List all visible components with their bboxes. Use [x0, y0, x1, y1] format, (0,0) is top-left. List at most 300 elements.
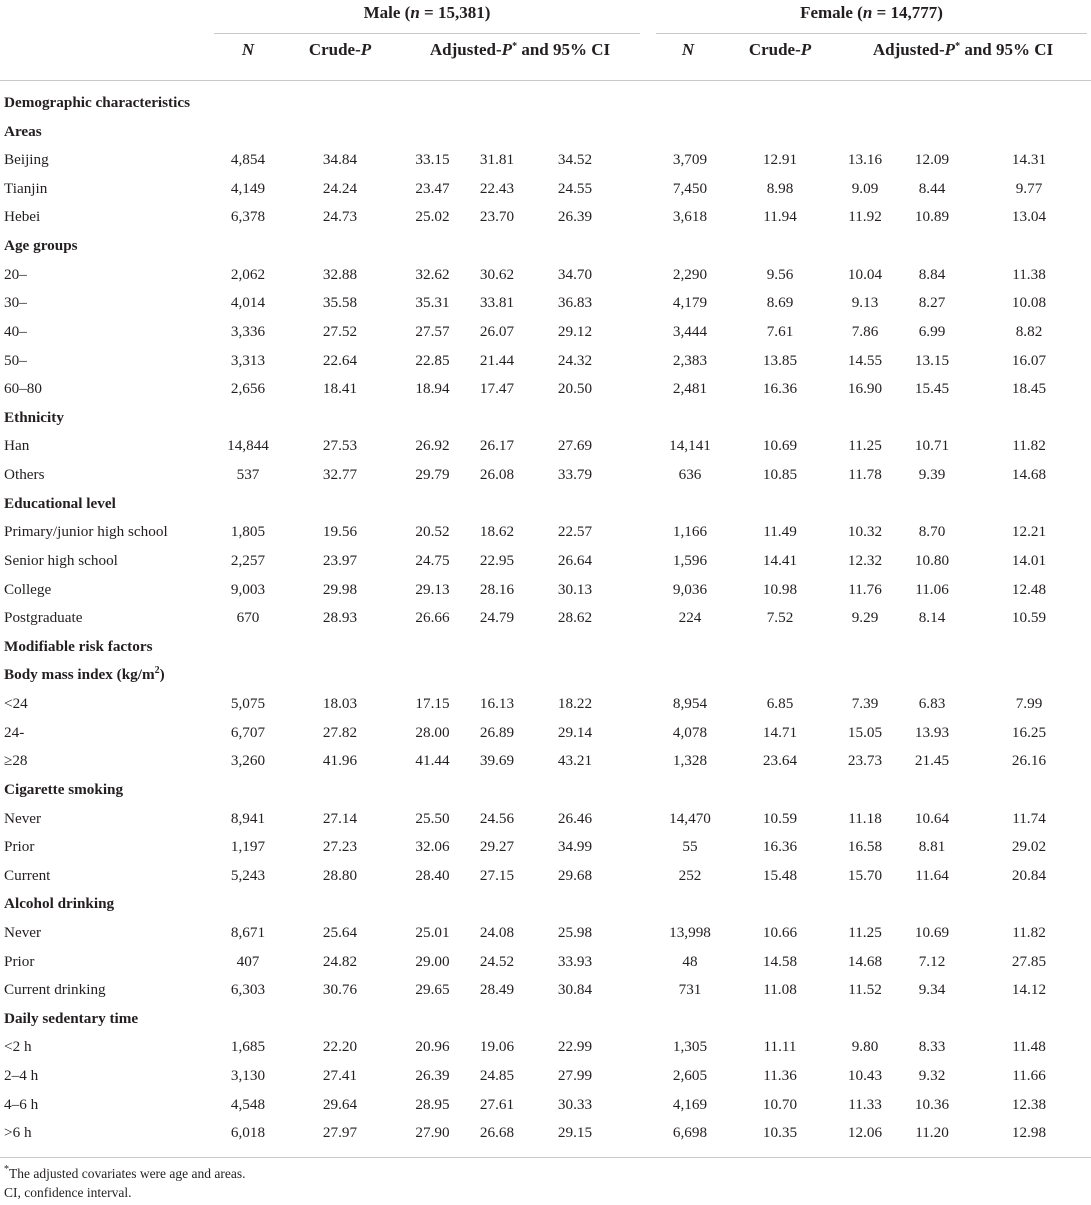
female-n-cell: 14,141 [669, 437, 711, 454]
male-adjusted-p-cell: 24.75 [415, 552, 450, 569]
row-label: 4–6 h [4, 1096, 39, 1113]
male-ci-upper-cell: 36.83 [557, 294, 593, 311]
row-label: Current [4, 867, 51, 884]
section-heading: Body mass index $(kg/m^2)$ [4, 665, 165, 683]
female-ci-lower-cell: 11.06 [915, 581, 949, 598]
male-crude-p-cell: 27.52 [322, 323, 358, 340]
female-ci-upper-cell: 11.74 [1012, 810, 1046, 827]
female-n-cell: 2,605 [672, 1067, 708, 1084]
male-n-cell: 5,075 [230, 695, 266, 712]
female-n-cell: 55 [682, 838, 698, 855]
female-n-cell: 13,998 [669, 924, 711, 941]
male-ci-lower-cell: 17.47 [479, 380, 515, 397]
female-n-cell: 4,078 [672, 724, 708, 741]
female-adjusted-p-cell: 11.52 [848, 981, 882, 998]
female-crude-p-cell: 10.66 [762, 924, 798, 941]
female-ci-lower-cell: 11.64 [915, 867, 949, 884]
section-heading: Daily sedentary time [4, 1010, 139, 1027]
male-adjusted-p-cell: 26.92 [415, 437, 450, 454]
male-crude-p-cell: 27.14 [322, 810, 358, 827]
female-n-column-header: N [681, 40, 695, 59]
female-ci-lower-cell: 12.09 [914, 151, 950, 168]
male-adjusted-p-cell: 26.66 [415, 609, 450, 626]
female-adjusted-p-cell: 13.16 [847, 151, 883, 168]
female-crude-p-cell: 11.36 [763, 1067, 797, 1084]
male-n-cell: 8,671 [230, 924, 266, 941]
female-crude-p-cell: 15.48 [762, 867, 798, 884]
male-n-cell: 4,854 [230, 151, 266, 168]
female-n-cell: 8,954 [672, 695, 708, 712]
female-adjusted-p-cell: 12.06 [847, 1124, 883, 1141]
row-label: Current drinking [4, 981, 106, 998]
female-ci-upper-cell: 12.38 [1011, 1096, 1047, 1113]
male-ci-upper-cell: 27.69 [557, 437, 593, 454]
female-crude-p-cell: 13.85 [762, 352, 798, 369]
row-label: 60–80 [4, 380, 42, 397]
female-crude-p-cell: 11.94 [763, 208, 797, 225]
female-ci-lower-cell: 8.44 [918, 180, 946, 197]
male-adjusted-p-cell: 23.47 [415, 180, 450, 197]
male-ci-upper-cell: 34.52 [557, 151, 593, 168]
male-crude-p-cell: 27.53 [322, 437, 358, 454]
row-label: Tianjin [4, 180, 48, 197]
male-n-cell: 4,014 [230, 294, 266, 311]
female-ci-lower-cell: 8.33 [918, 1038, 946, 1055]
female-ci-upper-cell: 26.16 [1011, 752, 1047, 769]
female-n-cell: 1,596 [672, 552, 708, 569]
row-label: Primary/junior high school [4, 523, 168, 540]
female-ci-lower-cell: 9.32 [918, 1067, 946, 1084]
female-n-cell: 252 [678, 867, 702, 884]
male-ci-upper-cell: 30.84 [557, 981, 593, 998]
male-n-cell: 1,197 [230, 838, 266, 855]
section-heading: Areas [4, 123, 42, 140]
female-n-cell: 4,169 [672, 1096, 708, 1113]
male-adjusted-p-cell: 22.85 [415, 352, 450, 369]
female-ci-lower-cell: 10.89 [914, 208, 950, 225]
male-n-cell: 407 [236, 953, 260, 970]
female-ci-lower-cell: 10.71 [914, 437, 950, 454]
female-n-cell: 48 [682, 953, 698, 970]
female-n-cell: 1,166 [672, 523, 708, 540]
male-adjusted-p-cell: 27.57 [415, 323, 450, 340]
female-crude-p-cell: 16.36 [762, 380, 798, 397]
male-ci-lower-cell: 27.15 [479, 867, 515, 884]
male-ci-upper-cell: 18.22 [557, 695, 593, 712]
female-ci-upper-cell: 13.04 [1011, 208, 1047, 225]
female-adjusted-p-cell: 15.70 [847, 867, 883, 884]
male-ci-upper-cell: 29.68 [557, 867, 593, 884]
male-n-cell: 2,257 [230, 552, 266, 569]
female-adjusted-p-cell: 10.04 [847, 266, 883, 283]
female-n-cell: 3,618 [672, 208, 708, 225]
section-heading: Alcohol drinking [4, 895, 115, 912]
male-ci-upper-cell: 29.15 [557, 1124, 593, 1141]
female-n-cell: 2,481 [672, 380, 708, 397]
female-adjusted-p-cell: 16.58 [847, 838, 883, 855]
row-label: <2 h [4, 1038, 32, 1055]
male-crude-p-cell: 28.80 [322, 867, 358, 884]
male-crude-p-cell: 32.88 [322, 266, 358, 283]
male-crude-p-cell: 27.41 [322, 1067, 358, 1084]
female-ci-upper-cell: 14.68 [1011, 466, 1047, 483]
male-crude-p-cell: 24.73 [322, 208, 358, 225]
female-crude-p-cell: 10.35 [762, 1124, 798, 1141]
female-ci-upper-cell: 14.12 [1011, 981, 1047, 998]
female-ci-upper-cell: 12.48 [1011, 581, 1047, 598]
male-ci-lower-cell: 28.16 [479, 581, 515, 598]
female-n-cell: 731 [678, 981, 702, 998]
female-ci-upper-cell: 18.45 [1011, 380, 1047, 397]
male-adjusted-p-cell: 41.44 [415, 752, 450, 769]
female-ci-upper-cell: 8.82 [1015, 323, 1043, 340]
female-crude-p-cell: 10.59 [762, 810, 798, 827]
male-ci-lower-cell: 24.52 [479, 953, 515, 970]
male-ci-lower-cell: 26.89 [479, 724, 515, 741]
row-label: ≥28 [4, 752, 28, 769]
female-crude-p-cell: 7.52 [766, 609, 794, 626]
female-n-cell: 1,328 [672, 752, 708, 769]
male-ci-lower-cell: 28.49 [479, 981, 515, 998]
female-ci-lower-cell: 10.64 [914, 810, 950, 827]
female-adjusted-p-cell: 11.76 [848, 581, 882, 598]
female-adjusted-p-cell: 15.05 [847, 724, 883, 741]
female-adjusted-p-cell: 9.09 [851, 180, 879, 197]
female-ci-lower-cell: 8.81 [918, 838, 946, 855]
male-crude-p-cell: 29.98 [322, 581, 358, 598]
female-adjusted-p-cell: 23.73 [847, 752, 883, 769]
male-adjusted-p-cell: 27.90 [415, 1124, 450, 1141]
female-ci-upper-cell: 11.82 [1012, 437, 1046, 454]
male-adjusted-p-cell: 29.13 [415, 581, 450, 598]
row-label: Prior [4, 953, 35, 970]
female-ci-upper-cell: 10.08 [1011, 294, 1047, 311]
male-ci-lower-cell: 18.62 [479, 523, 515, 540]
female-adjusted-p-cell: 9.13 [851, 294, 879, 311]
female-adjusted-p-cell: 11.18 [848, 810, 882, 827]
male-adjusted-p-cell: 28.95 [415, 1096, 450, 1113]
male-adjusted-p-cell: 29.00 [415, 953, 450, 970]
female-ci-lower-cell: 6.83 [918, 695, 946, 712]
female-adjusted-p-cell: 11.25 [848, 437, 882, 454]
female-crude-p-cell: 14.41 [762, 552, 798, 569]
male-n-cell: 8,941 [230, 810, 266, 827]
row-label: 40– [4, 323, 27, 340]
male-crude-p-cell: 27.82 [322, 724, 358, 741]
male-ci-upper-cell: 26.39 [557, 208, 593, 225]
female-ci-lower-cell: 8.84 [918, 266, 946, 283]
female-adjusted-p-cell: 10.43 [847, 1067, 883, 1084]
table-bottom-rule [0, 1157, 1091, 1158]
female-crude-p-cell: 10.69 [762, 437, 798, 454]
male-crude-p-cell: 28.93 [322, 609, 358, 626]
female-adjusted-p-cell: 9.80 [851, 1038, 879, 1055]
male-n-cell: 1,805 [230, 523, 266, 540]
male-ci-upper-cell: 25.98 [557, 924, 593, 941]
male-ci-lower-cell: 26.17 [479, 437, 515, 454]
male-crude-p-cell: 19.56 [322, 523, 358, 540]
male-adjusted-p-cell: 33.15 [415, 151, 450, 168]
male-ci-lower-cell: 22.95 [479, 552, 515, 569]
female-ci-upper-cell: 9.77 [1015, 180, 1043, 197]
female-n-cell: 9,036 [672, 581, 708, 598]
male-ci-lower-cell: 39.69 [479, 752, 515, 769]
male-n-cell: 3,130 [230, 1067, 266, 1084]
row-label: Never [4, 810, 42, 827]
male-crude-p-cell: 18.41 [322, 380, 358, 397]
female-n-cell: 3,709 [672, 151, 708, 168]
section-heading: Ethnicity [4, 409, 64, 426]
male-ci-upper-cell: 28.62 [557, 609, 593, 626]
male-crude-p-cell: 34.84 [322, 151, 358, 168]
female-ci-upper-cell: 12.21 [1011, 523, 1047, 540]
female-n-cell: 1,305 [672, 1038, 708, 1055]
male-ci-upper-cell: 33.93 [557, 953, 593, 970]
male-crude-p-cell: 18.03 [322, 695, 358, 712]
male-crude-p-cell: 29.64 [322, 1096, 358, 1113]
female-crude-p-cell: 8.69 [766, 294, 794, 311]
female-ci-upper-cell: 12.98 [1011, 1124, 1047, 1141]
female-n-cell: 14,470 [669, 810, 711, 827]
male-adjusted-p-cell: 20.52 [415, 523, 450, 540]
male-crude-column-header: Crude-P [308, 40, 372, 59]
female-ci-upper-cell: 20.84 [1011, 867, 1047, 884]
section-heading: Modifiable risk factors [4, 638, 153, 655]
female-n-cell: 3,444 [672, 323, 708, 340]
male-crude-p-cell: 22.64 [322, 352, 358, 369]
female-ci-upper-cell: 11.66 [1012, 1067, 1046, 1084]
male-adjusted-p-cell: 29.79 [415, 466, 450, 483]
male-ci-lower-cell: 26.08 [479, 466, 515, 483]
male-group-underline [214, 33, 640, 34]
male-ci-upper-cell: 26.64 [557, 552, 593, 569]
female-ci-lower-cell: 6.99 [918, 323, 946, 340]
male-ci-lower-cell: 33.81 [479, 294, 515, 311]
male-crude-p-cell: 41.96 [322, 752, 358, 769]
female-ci-lower-cell: 13.15 [914, 352, 950, 369]
male-n-cell: 4,548 [230, 1096, 266, 1113]
female-adjusted-p-cell: 7.39 [851, 695, 879, 712]
male-ci-upper-cell: 43.21 [557, 752, 593, 769]
female-adjusted-p-cell: 14.55 [847, 352, 883, 369]
female-ci-upper-cell: 27.85 [1011, 953, 1047, 970]
female-adjusted-p-cell: 12.32 [847, 552, 883, 569]
male-crude-p-cell: 22.20 [322, 1038, 358, 1055]
row-label: Others [4, 466, 45, 483]
female-adjusted-column-header: Adjusted-P* and 95% CI [872, 40, 1054, 59]
female-adjusted-p-cell: 11.33 [848, 1096, 882, 1113]
male-n-cell: 14,844 [227, 437, 269, 454]
male-ci-lower-cell: 27.61 [479, 1096, 515, 1113]
female-adjusted-p-cell: 16.90 [847, 380, 883, 397]
female-ci-lower-cell: 7.12 [918, 953, 946, 970]
female-ci-lower-cell: 9.34 [918, 981, 946, 998]
female-crude-p-cell: 10.70 [762, 1096, 798, 1113]
male-ci-upper-cell: 24.32 [557, 352, 593, 369]
row-label: Prior [4, 838, 35, 855]
male-adjusted-p-cell: 26.39 [415, 1067, 450, 1084]
female-ci-lower-cell: 10.80 [914, 552, 950, 569]
section-heading: Cigarette smoking [4, 781, 124, 798]
male-ci-upper-cell: 24.55 [557, 180, 593, 197]
row-label: <24 [4, 695, 28, 712]
male-adjusted-p-cell: 25.01 [415, 924, 450, 941]
row-label: 50– [4, 352, 27, 369]
female-ci-upper-cell: 7.99 [1015, 695, 1043, 712]
row-label: College [4, 581, 52, 598]
male-ci-upper-cell: 30.33 [557, 1096, 593, 1113]
male-adjusted-p-cell: 25.50 [415, 810, 450, 827]
female-adjusted-p-cell: 10.32 [847, 523, 883, 540]
male-ci-upper-cell: 33.79 [557, 466, 593, 483]
female-crude-p-cell: 10.98 [762, 581, 798, 598]
male-adjusted-p-cell: 29.65 [415, 981, 450, 998]
row-label: Hebei [4, 208, 41, 225]
male-n-cell: 3,336 [230, 323, 266, 340]
female-n-cell: 4,179 [672, 294, 708, 311]
male-ci-upper-cell: 29.14 [557, 724, 593, 741]
male-n-cell: 670 [236, 609, 260, 626]
female-ci-lower-cell: 15.45 [914, 380, 950, 397]
male-group-header: Male (n = 15,381) [363, 3, 491, 22]
male-ci-upper-cell: 22.99 [557, 1038, 593, 1055]
male-crude-p-cell: 27.97 [322, 1124, 358, 1141]
female-adjusted-p-cell: 11.25 [848, 924, 882, 941]
male-n-cell: 9,003 [230, 581, 266, 598]
female-ci-lower-cell: 9.39 [918, 466, 946, 483]
male-crude-p-cell: 30.76 [322, 981, 358, 998]
female-crude-p-cell: 11.11 [763, 1038, 797, 1055]
male-ci-lower-cell: 24.56 [479, 810, 515, 827]
female-ci-lower-cell: 10.69 [914, 924, 950, 941]
female-ci-lower-cell: 8.14 [918, 609, 946, 626]
male-ci-lower-cell: 24.85 [479, 1067, 515, 1084]
male-adjusted-p-cell: 28.00 [415, 724, 450, 741]
row-label: 24- [4, 724, 25, 741]
female-crude-p-cell: 6.85 [766, 695, 794, 712]
male-ci-upper-cell: 27.99 [557, 1067, 593, 1084]
female-crude-p-cell: 14.58 [762, 953, 798, 970]
female-n-cell: 2,290 [672, 266, 708, 283]
male-n-cell: 6,018 [230, 1124, 266, 1141]
male-adjusted-p-cell: 25.02 [415, 208, 450, 225]
female-ci-upper-cell: 14.01 [1011, 552, 1047, 569]
female-n-cell: 2,383 [672, 352, 708, 369]
female-adjusted-p-cell: 9.29 [851, 609, 879, 626]
female-group-underline [656, 33, 1087, 34]
female-n-cell: 636 [678, 466, 702, 483]
male-ci-upper-cell: 26.46 [557, 810, 593, 827]
female-ci-upper-cell: 14.31 [1011, 151, 1047, 168]
male-ci-upper-cell: 34.70 [557, 266, 593, 283]
female-adjusted-p-cell: 11.92 [848, 208, 882, 225]
section-heading: Demographic characteristics [4, 94, 190, 111]
female-ci-upper-cell: 11.48 [1012, 1038, 1046, 1055]
row-label: Senior high school [4, 552, 118, 569]
male-adjusted-p-cell: 32.06 [415, 838, 450, 855]
male-crude-p-cell: 25.64 [322, 924, 358, 941]
row-label: 2–4 h [4, 1067, 39, 1084]
male-ci-upper-cell: 30.13 [557, 581, 593, 598]
male-adjusted-p-cell: 20.96 [415, 1038, 450, 1055]
male-crude-p-cell: 24.82 [322, 953, 358, 970]
male-ci-lower-cell: 26.68 [479, 1124, 515, 1141]
footnote-adjusted-covariates: *The adjusted covariates were age and areas. [4, 1164, 246, 1181]
male-n-cell: 2,062 [230, 266, 266, 283]
male-ci-upper-cell: 29.12 [557, 323, 593, 340]
male-ci-lower-cell: 24.08 [479, 924, 515, 941]
female-ci-upper-cell: 11.38 [1012, 266, 1046, 283]
female-ci-upper-cell: 16.25 [1011, 724, 1047, 741]
male-ci-lower-cell: 22.43 [479, 180, 515, 197]
footnote-ci: CI, confidence interval. [4, 1185, 132, 1200]
male-ci-lower-cell: 30.62 [479, 266, 515, 283]
male-adjusted-p-cell: 17.15 [415, 695, 450, 712]
female-crude-p-cell: 10.85 [762, 466, 798, 483]
male-n-cell: 1,685 [230, 1038, 266, 1055]
female-ci-lower-cell: 10.36 [914, 1096, 950, 1113]
female-crude-column-header: Crude-P [748, 40, 812, 59]
female-crude-p-cell: 11.08 [763, 981, 797, 998]
row-label: Postgraduate [4, 609, 83, 626]
male-ci-upper-cell: 22.57 [557, 523, 593, 540]
male-n-cell: 5,243 [230, 867, 266, 884]
male-crude-p-cell: 24.24 [322, 180, 358, 197]
male-n-cell: 3,313 [230, 352, 266, 369]
male-adjusted-p-cell: 32.62 [415, 266, 450, 283]
male-n-cell: 6,378 [230, 208, 266, 225]
female-crude-p-cell: 8.98 [766, 180, 794, 197]
row-label: Beijing [4, 151, 49, 168]
female-crude-p-cell: 7.61 [766, 323, 794, 340]
male-n-cell: 4,149 [230, 180, 266, 197]
female-ci-lower-cell: 13.93 [914, 724, 950, 741]
female-crude-p-cell: 23.64 [762, 752, 798, 769]
male-adjusted-p-cell: 18.94 [415, 380, 450, 397]
male-ci-lower-cell: 29.27 [479, 838, 515, 855]
male-crude-p-cell: 23.97 [322, 552, 358, 569]
female-ci-upper-cell: 16.07 [1011, 352, 1047, 369]
male-ci-lower-cell: 24.79 [479, 609, 515, 626]
male-ci-lower-cell: 31.81 [479, 151, 515, 168]
female-crude-p-cell: 11.49 [763, 523, 797, 540]
section-heading: Educational level [4, 495, 116, 512]
female-adjusted-p-cell: 7.86 [851, 323, 879, 340]
female-ci-upper-cell: 29.02 [1011, 838, 1047, 855]
male-n-cell: 6,303 [230, 981, 266, 998]
female-crude-p-cell: 9.56 [766, 266, 794, 283]
female-ci-upper-cell: 10.59 [1011, 609, 1047, 626]
male-adjusted-column-header: Adjusted-P* and 95% CI [429, 40, 611, 59]
male-crude-p-cell: 27.23 [322, 838, 358, 855]
female-n-cell: 7,450 [672, 180, 708, 197]
male-ci-lower-cell: 16.13 [479, 695, 515, 712]
header-bottom-rule [0, 80, 1091, 81]
female-ci-lower-cell: 8.27 [918, 294, 946, 311]
row-label: Han [4, 437, 30, 454]
section-heading: Age groups [4, 237, 78, 254]
row-label: >6 h [4, 1124, 32, 1141]
female-ci-lower-cell: 8.70 [918, 523, 946, 540]
male-n-cell: 3,260 [230, 752, 266, 769]
female-n-cell: 224 [678, 609, 702, 626]
female-ci-lower-cell: 11.20 [915, 1124, 949, 1141]
male-ci-lower-cell: 19.06 [479, 1038, 515, 1055]
male-ci-lower-cell: 21.44 [479, 352, 515, 369]
female-group-header: Female (n = 14,777) [800, 3, 943, 22]
male-ci-lower-cell: 26.07 [479, 323, 515, 340]
row-label: Never [4, 924, 42, 941]
